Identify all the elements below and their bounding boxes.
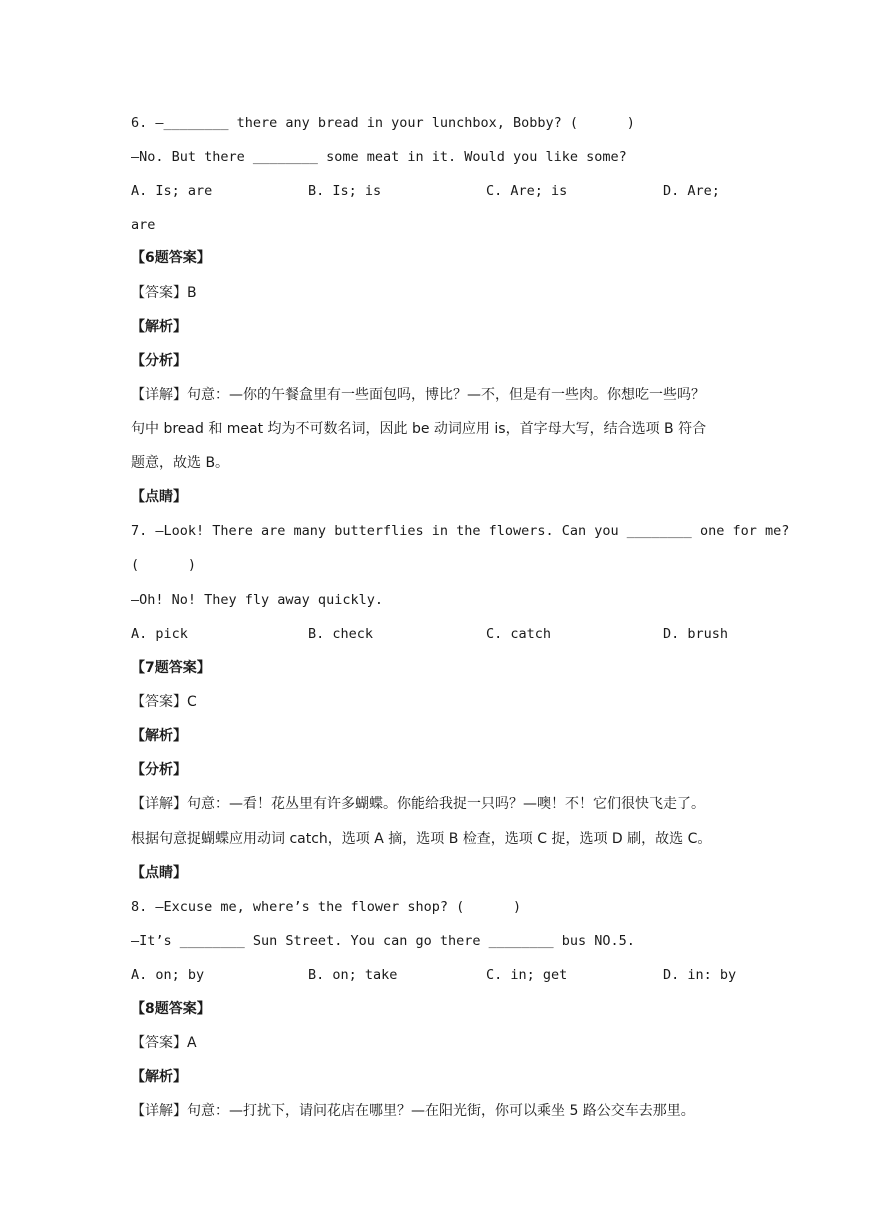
question-7-analysis-heading: 【解析】 <box>131 728 187 744</box>
question-7-reply: —Oh! No! They fly away quickly. <box>131 592 383 608</box>
question-6-option-b: B. Is; is <box>308 183 382 199</box>
question-6-option-a: A. Is; are <box>131 183 213 199</box>
question-6-answer: 【答案】B <box>131 285 197 301</box>
question-7-fenxi-heading: 【分析】 <box>131 762 187 778</box>
question-7-option-d: D. brush <box>663 626 729 642</box>
question-6-option-c: C. Are; is <box>486 183 568 199</box>
question-8-answer: 【答案】A <box>131 1035 197 1051</box>
question-8-option-b: B. on; take <box>308 967 398 983</box>
question-7-stem: 7. —Look! There are many butterflies in the flowers. Can you ________ one for me? <box>131 523 790 539</box>
question-6-stem: 6. —________ there any bread in your lunchbox, Bobby? ( ) <box>131 115 635 131</box>
question-7-detail-line-2: 根据句意捉蝴蝶应用动词 catch，选项 A 摘，选项 B 检查，选项 C 捉，选项 D 刷，故选 C。 <box>131 831 712 847</box>
question-6-detail-line-2: 句中 bread 和 meat 均为不可数名词，因此 be 动词应用 is，首字母大写，结合选项 B 符合 <box>131 421 707 437</box>
question-8-option-d: D. in: by <box>663 967 737 983</box>
question-7-answer: 【答案】C <box>131 694 197 710</box>
question-7-stem-wrap: ( ) <box>131 557 197 573</box>
question-8-reply: —It’s ________ Sun Street. You can go there ________ bus NO.5. <box>131 933 635 949</box>
question-6-option-d: D. Are; <box>663 183 720 199</box>
question-7-dianjing-heading: 【点睛】 <box>131 865 187 881</box>
question-7-option-a: A. pick <box>131 626 188 642</box>
question-6-detail-line-3: 题意，故选 B。 <box>131 455 230 471</box>
question-6-detail-line-1: 【详解】句意：—你的午餐盒里有一些面包吗，博比？—不，但是有一些肉。你想吃一些吗？ <box>131 387 705 403</box>
question-6-answer-title: 【6题答案】 <box>131 250 211 266</box>
question-6-option-d-wrap: are <box>131 217 156 233</box>
question-7-detail-line-1: 【详解】句意：—看！花丛里有许多蝴蝶。你能给我捉一只吗？—噢！不！它们很快飞走了。 <box>131 796 705 812</box>
question-8-stem: 8. —Excuse me, where’s the flower shop? ( ) <box>131 899 522 915</box>
question-8-option-c: C. in; get <box>486 967 568 983</box>
question-7-option-c: C. catch <box>486 626 552 642</box>
question-6-fenxi-heading: 【分析】 <box>131 353 187 369</box>
question-7-option-b: B. check <box>308 626 374 642</box>
question-8-analysis-heading: 【解析】 <box>131 1069 187 1085</box>
question-6-analysis-heading: 【解析】 <box>131 319 187 335</box>
question-8-answer-title: 【8题答案】 <box>131 1001 211 1017</box>
question-8-detail-line-1: 【详解】句意：—打扰下，请问花店在哪里？—在阳光街，你可以乘坐 5 路公交车去那里。 <box>131 1103 695 1119</box>
question-6-reply: —No. But there ________ some meat in it. Would you like some? <box>131 149 627 165</box>
question-6-dianjing-heading: 【点睛】 <box>131 489 187 505</box>
question-8-option-a: A. on; by <box>131 967 205 983</box>
question-7-answer-title: 【7题答案】 <box>131 660 211 676</box>
